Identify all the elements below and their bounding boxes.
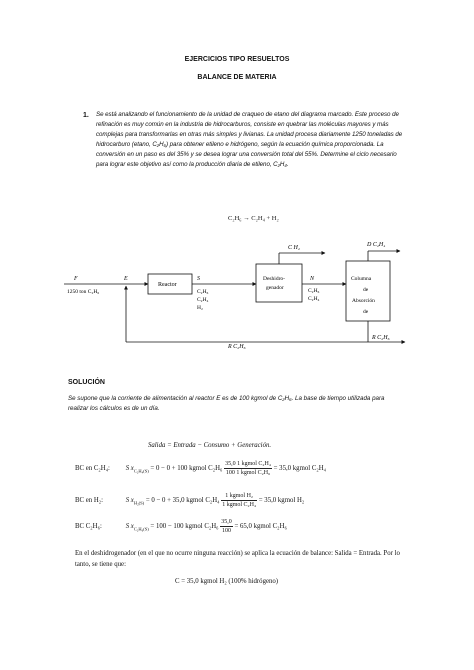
stream-d-label: D C₂H₄ (367, 242, 386, 248)
row-left: S x (125, 497, 134, 505)
dehydrogenator-box (256, 264, 302, 302)
stream-c-label: C H₂ (288, 245, 300, 251)
dehydro-label-1: Deshidro- (263, 276, 285, 282)
row-fraction (224, 460, 272, 477)
s-comp-1: C₂H₆ (197, 289, 209, 295)
frac-top: 1 kgmol H₂ (221, 492, 257, 501)
row-result: = 35,0 kgmol C₂H₄ (273, 465, 327, 473)
balance-row-c2h4 (75, 460, 326, 477)
process-diagram (60, 235, 410, 355)
dehydrogenator-paragraph: En el deshidrogenador (en el que no ocurre ninguna reacción) se aplica la ecuación de balance: Salida = Entrada. Por lo tanto, se tiene que: (75, 550, 400, 568)
row-sub: H₂(S) (133, 500, 145, 506)
n-comp-2: C₂H₄ (308, 296, 320, 302)
column-label-2: de (363, 287, 369, 293)
row-fraction (221, 492, 257, 509)
dehydro-label-2: genador (266, 285, 284, 291)
column-label-1: Columna (351, 276, 372, 282)
feed-amount-label: 1250 ton C₂H₆ (67, 289, 100, 295)
row-left: S x (125, 465, 134, 473)
solution-intro: Se supone que la corriente de alimentación al reactor E es de 100 kgmol de C₂H₆. La base de tiempo utilizada para realizar los cálculos es de un día. (68, 395, 385, 412)
row-label: BC C₂H₆: (75, 523, 102, 531)
s-comp-2: C₂H₄ (197, 297, 209, 303)
stream-s-label: S (197, 276, 200, 282)
row-sub: C₂H₆(S) (133, 526, 149, 532)
frac-top: 35,0 (221, 519, 232, 525)
row-left: S x (125, 523, 134, 531)
stream-r-label: R C₂H₆ (372, 335, 390, 341)
frac-top: 35,0 1 kgmol C₂H₄ (225, 461, 271, 467)
solution-title: SOLUCIÓN (68, 379, 105, 386)
balance-equation: Salida = Entrada − Consumo + Generación. (148, 442, 272, 449)
row-result: = 65,0 kgmol C₂H₆ (234, 523, 287, 531)
stream-f-label: F (74, 276, 78, 282)
balance-row-c2h6 (75, 518, 287, 535)
row-mid: = 0 − 0 + 35,0 kgmol C₂H₄ (145, 497, 220, 505)
reactor-label: Reactor (158, 282, 177, 288)
stream-e-label: E (124, 276, 128, 282)
reaction-equation: C₂H₆ → C₂H₄ + H₂ (228, 215, 279, 222)
recycle-label: R C₂H₆ (228, 344, 246, 350)
stream-n-label: N (310, 276, 315, 282)
frac-bottom: 100 (221, 528, 231, 534)
s-comp-3: H₂ (197, 305, 203, 311)
row-mid: = 0 − 0 + 100 kgmol C₂H₆ (150, 465, 223, 473)
frac-bottom: 100 1 kgmol C₂H₆ (225, 470, 271, 476)
document-title: EJERCICIOS TIPO RESUELTOS (184, 56, 290, 63)
document-subtitle: BALANCE DE MATERIA (197, 74, 277, 81)
problem-statement: Se está analizando el funcionamiento de la unidad de craqueo de etano del diagrama marcado. Este proceso de refinación es muy común en la industria de hidrocarburos, consiste en quebrar las moléculas mayores y más complejas para transformarlas en otras más simples y livianas. La unidad procesa diariamente 1250 toneladas de hidrocarburo (etano, C₂H₆) para obtener etileno e hidrógeno, según la ecuación química proporcionada. La conversión en un paso es del 35% y se desea lograr una conversión total del 55%. Determine el ciclo necesario para lograr este objetivo así como la producción diaria de etileno, C₂H₄. (96, 111, 403, 169)
n-comp-1: C₂H₆ (308, 288, 320, 294)
final-result: C = 35,0 kgmol H₂ (100% hidrógeno) (175, 578, 279, 585)
balance-row-h2 (75, 492, 304, 509)
row-sub: C₂H₄(S) (133, 468, 149, 474)
row-result: = 35,0 kgmol H₂ (258, 497, 305, 505)
column-label-3: Absorción (352, 298, 375, 304)
row-label: BC en C₂H₄: (75, 465, 110, 473)
row-mid: = 100 − 100 kgmol C₂H₆ (150, 523, 219, 531)
frac-bottom: 1 kgmol C₂H₄ (222, 502, 257, 508)
column-label-4: de (363, 309, 369, 315)
row-fraction (220, 518, 233, 535)
row-label: BC en H₂: (75, 497, 104, 505)
problem-number: 1. (83, 112, 89, 119)
